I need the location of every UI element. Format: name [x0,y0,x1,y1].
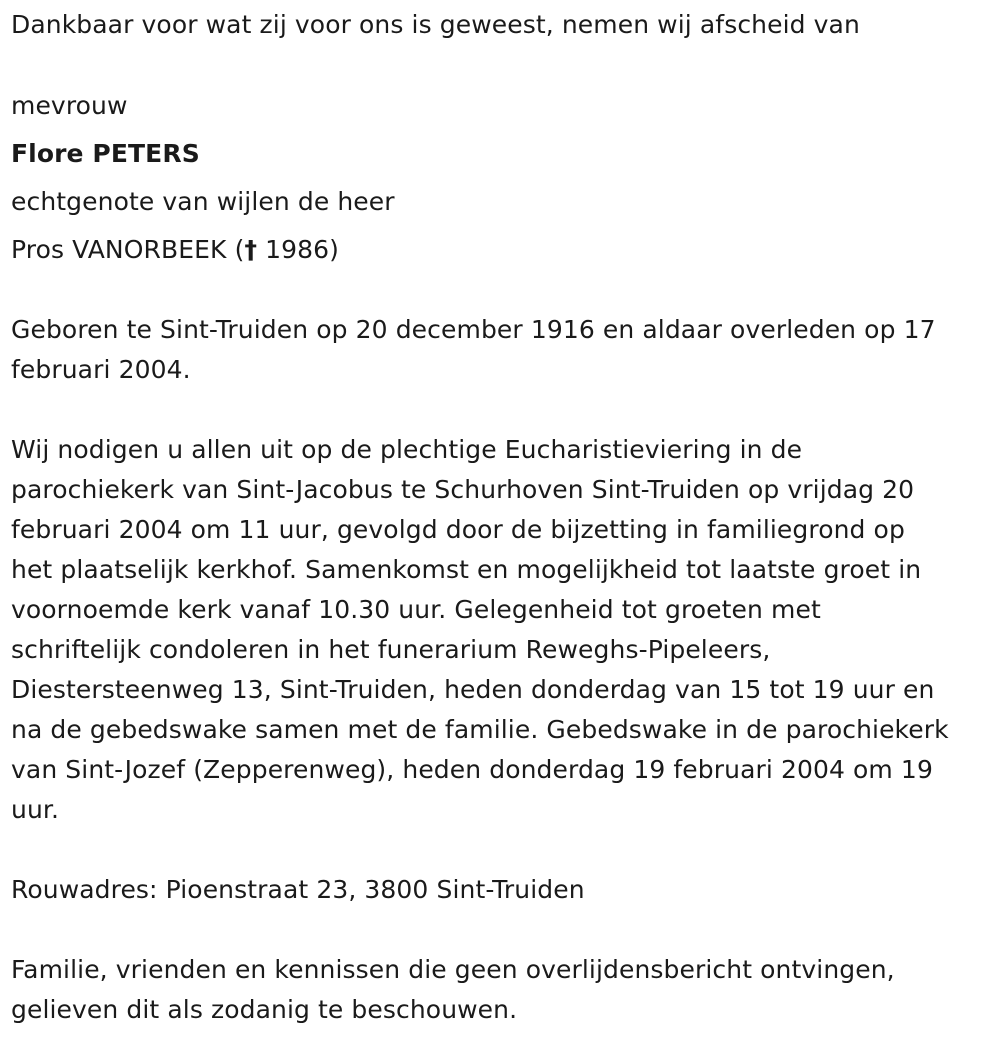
paragraph-line: februari 2004 om 11 uur, gevolgd door de bijzetting in familiegrond op [11,515,905,544]
paragraph-line: uur. [11,795,60,824]
paragraph-line: van Sint-Jozef (Zepperenweg), heden donderdag 19 februari 2004 om 19 [11,755,933,784]
deceased-name: Flore PETERS [11,139,200,168]
paragraph-line: voornoemde kerk vanaf 10.30 uur. Gelegenheid tot groeten met [11,595,821,624]
intro-text: Dankbaar voor wat zij voor ons is geweest, nemen wij afscheid van [11,10,860,39]
paragraph-line: Familie, vrienden en kennissen die geen overlijdensbericht ontvingen, [11,955,895,984]
paragraph-line: Diestersteenweg 13, Sint-Truiden, heden donderdag van 15 tot 19 uur en [11,675,935,704]
birth-death-paragraph [11,310,996,390]
paragraph-line: schriftelijk condoleren in het funerarium Reweghs-Pipeleers, [11,635,771,664]
family-notice-paragraph [11,950,996,1030]
spouse-name-text: Pros VANORBEEK ( [11,235,245,264]
cross-icon: † [244,235,258,264]
paragraph-line: parochiekerk van Sint-Jacobus te Schurhoven Sint-Truiden op vrijdag 20 [11,475,915,504]
address-text: Rouwadres: Pioenstraat 23, 3800 Sint-Truiden [11,875,585,904]
honorific: mevrouw [11,91,128,120]
spouse-label: echtgenote van wijlen de heer [11,187,395,216]
paragraph-line: het plaatselijk kerkhof. Samenkomst en mogelijkheid tot laatste groet in [11,555,922,584]
spouse-death-year: 1986) [257,235,339,264]
paragraph-line: gelieven dit als zodanig te beschouwen. [11,995,518,1024]
paragraph-line: februari 2004. [11,355,191,384]
spouse-name [11,230,339,270]
mourning-address [11,870,996,910]
paragraph-line: na de gebedswake samen met de familie. Gebedswake in de parochiekerk [11,715,949,744]
paragraph-line: Wij nodigen u allen uit op de plechtige Eucharistieviering in de [11,435,803,464]
paragraph-line: Geboren te Sint-Truiden op 20 december 1916 en aldaar overleden op 17 [11,315,936,344]
ceremony-paragraph [11,430,996,830]
